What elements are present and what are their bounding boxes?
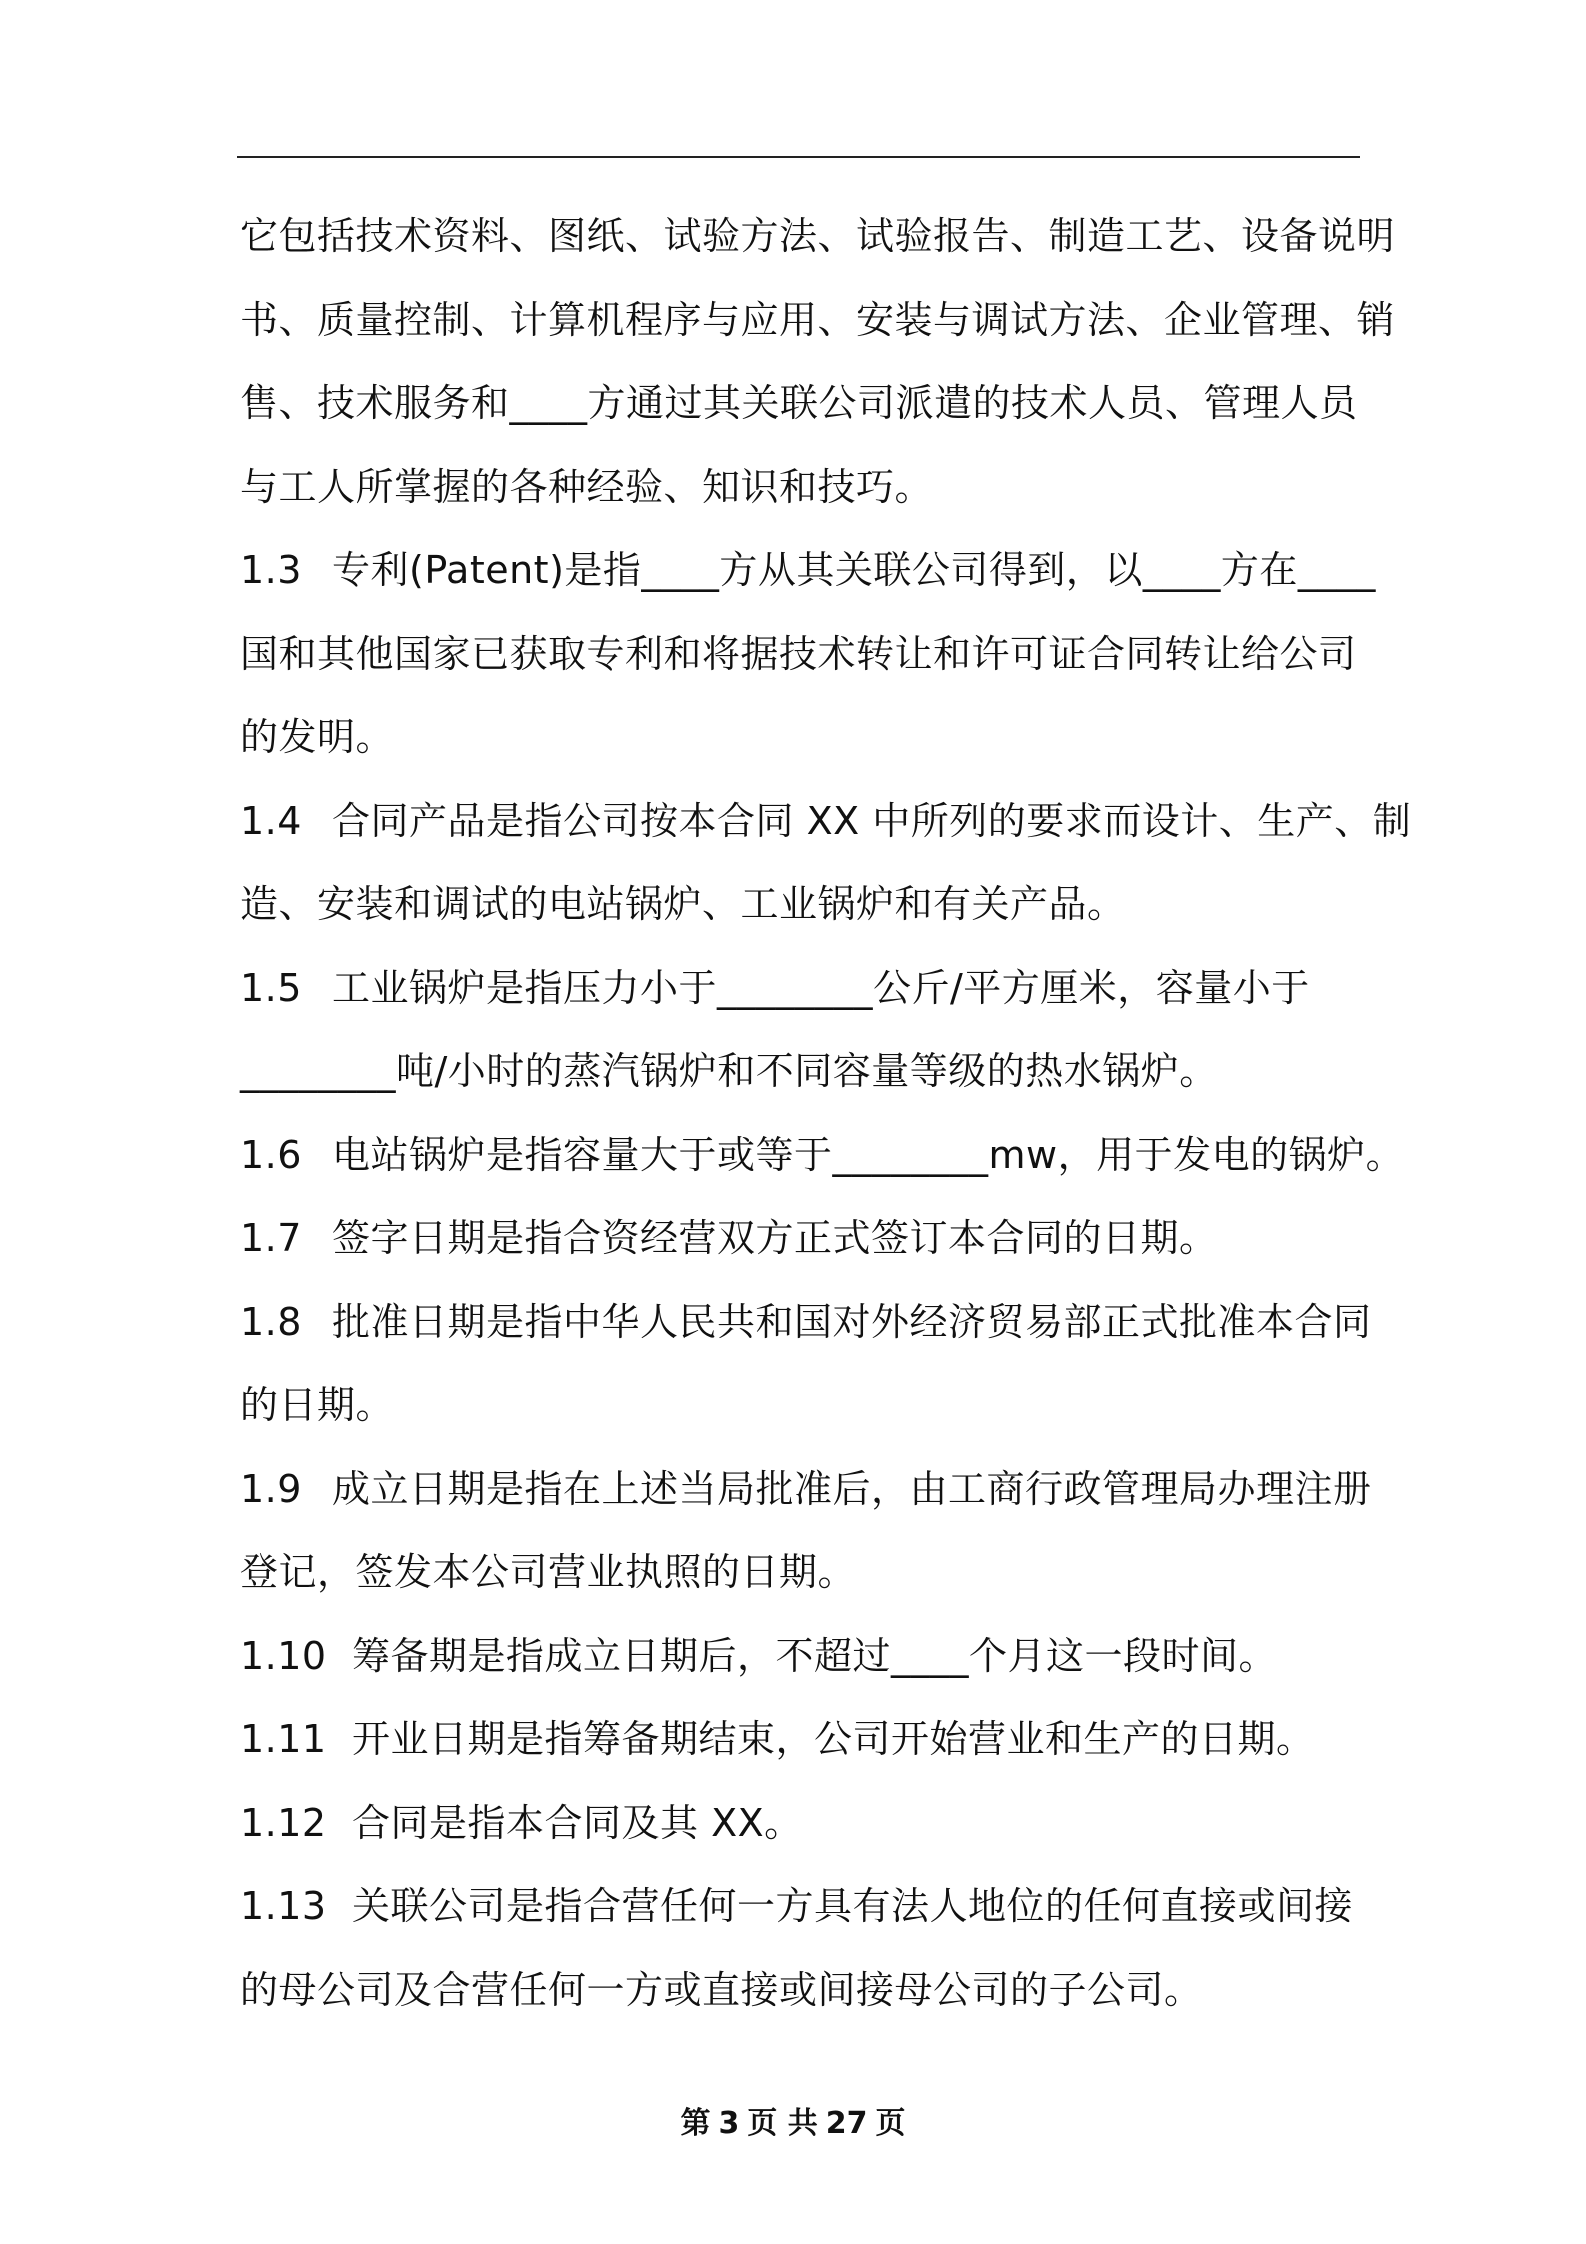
page-footer bbox=[0, 2098, 1586, 2142]
clause-number: 1.10 bbox=[240, 1633, 327, 1678]
clause-number: 1.4 bbox=[240, 798, 302, 843]
text-line bbox=[240, 780, 1412, 864]
line-text: 工业锅炉是指压力小于________公斤/平方厘米，容量小于 bbox=[332, 965, 1310, 1010]
text-line bbox=[240, 1949, 1365, 2033]
line-text: 书、质量控制、计算机程序与应用、安装与调试方法、企业管理、销 bbox=[240, 297, 1396, 342]
line-text: 登记，签发本公司营业执照的日期。 bbox=[240, 1550, 857, 1594]
text-line bbox=[240, 1030, 1365, 1114]
clause-number: 1.7 bbox=[240, 1216, 302, 1260]
text-line bbox=[240, 529, 1376, 613]
line-text: 电站锅炉是指容量大于或等于________mw，用于发电的锅炉。 bbox=[332, 1132, 1405, 1177]
text-line bbox=[240, 1114, 1405, 1198]
document-body bbox=[240, 195, 1412, 2032]
line-text: 造、安装和调试的电站锅炉、工业锅炉和有关产品。 bbox=[240, 882, 1126, 926]
line-text: 的日期。 bbox=[240, 1383, 395, 1427]
text-line bbox=[240, 1281, 1372, 1365]
footer-current-page: 3 bbox=[718, 2106, 740, 2141]
text-line bbox=[240, 613, 1365, 697]
line-text: 筹备期是指成立日期后，不超过____个月这一段时间。 bbox=[352, 1633, 1278, 1678]
line-text: 与工人所掌握的各种经验、知识和技巧。 bbox=[240, 464, 934, 509]
line-text: 合同是指本合同及其 XX。 bbox=[352, 1800, 803, 1845]
line-text: 专利(Patent)是指____方从其关联公司得到，以____方在____ bbox=[332, 548, 1376, 592]
text-line bbox=[240, 1197, 1365, 1281]
line-text: 开业日期是指筹备期结束，公司开始营业和生产的日期。 bbox=[352, 1717, 1315, 1761]
text-line bbox=[240, 1448, 1372, 1532]
clause-number: 1.12 bbox=[240, 1800, 327, 1845]
text-line bbox=[240, 195, 1396, 279]
line-text: 国和其他国家已获取专利和将据技术转让和许可证合同转让给公司 bbox=[240, 631, 1357, 676]
footer-suffix: 页 bbox=[875, 2106, 906, 2141]
text-line bbox=[240, 947, 1365, 1031]
text-line bbox=[240, 863, 1365, 947]
line-text: 合同产品是指公司按本合同 XX 中所列的要求而设计、生产、制 bbox=[332, 798, 1412, 843]
clause-number: 1.9 bbox=[240, 1466, 302, 1511]
line-text: 的发明。 bbox=[240, 715, 395, 759]
clause-number: 1.13 bbox=[240, 1884, 327, 1928]
text-line bbox=[240, 1865, 1365, 1949]
text-line bbox=[240, 279, 1396, 363]
text-line bbox=[240, 362, 1365, 446]
text-line bbox=[240, 446, 1365, 530]
clause-number: 1.5 bbox=[240, 965, 302, 1010]
text-line bbox=[240, 1782, 1365, 1866]
line-text: ________吨/小时的蒸汽锅炉和不同容量等级的热水锅炉。 bbox=[240, 1049, 1218, 1093]
line-text: 它包括技术资料、图纸、试验方法、试验报告、制造工艺、设备说明 bbox=[240, 214, 1396, 258]
footer-middle: 页 共 bbox=[747, 2106, 818, 2141]
line-text: 售、技术服务和____方通过其关联公司派遣的技术人员、管理人员 bbox=[240, 381, 1358, 425]
text-line bbox=[240, 1615, 1365, 1699]
text-line bbox=[240, 1698, 1365, 1782]
clause-number: 1.11 bbox=[240, 1717, 327, 1761]
text-line bbox=[240, 1531, 1365, 1615]
clause-number: 1.3 bbox=[240, 548, 302, 592]
footer-prefix: 第 bbox=[680, 2106, 711, 2141]
line-text: 关联公司是指合营任何一方具有法人地位的任何直接或间接 bbox=[352, 1884, 1354, 1928]
line-text: 的母公司及合营任何一方或直接或间接母公司的子公司。 bbox=[240, 1967, 1203, 2012]
line-text: 批准日期是指中华人民共和国对外经济贸易部正式批准本合同 bbox=[332, 1299, 1372, 1344]
line-text: 成立日期是指在上述当局批准后，由工商行政管理局办理注册 bbox=[332, 1466, 1372, 1511]
text-line bbox=[240, 1364, 1365, 1448]
footer-total-pages: 27 bbox=[825, 2106, 868, 2141]
line-text: 签字日期是指合资经营双方正式签订本合同的日期。 bbox=[332, 1216, 1218, 1260]
clause-number: 1.8 bbox=[240, 1299, 302, 1344]
header-rule bbox=[237, 156, 1360, 158]
clause-number: 1.6 bbox=[240, 1132, 302, 1177]
text-line bbox=[240, 696, 1365, 780]
